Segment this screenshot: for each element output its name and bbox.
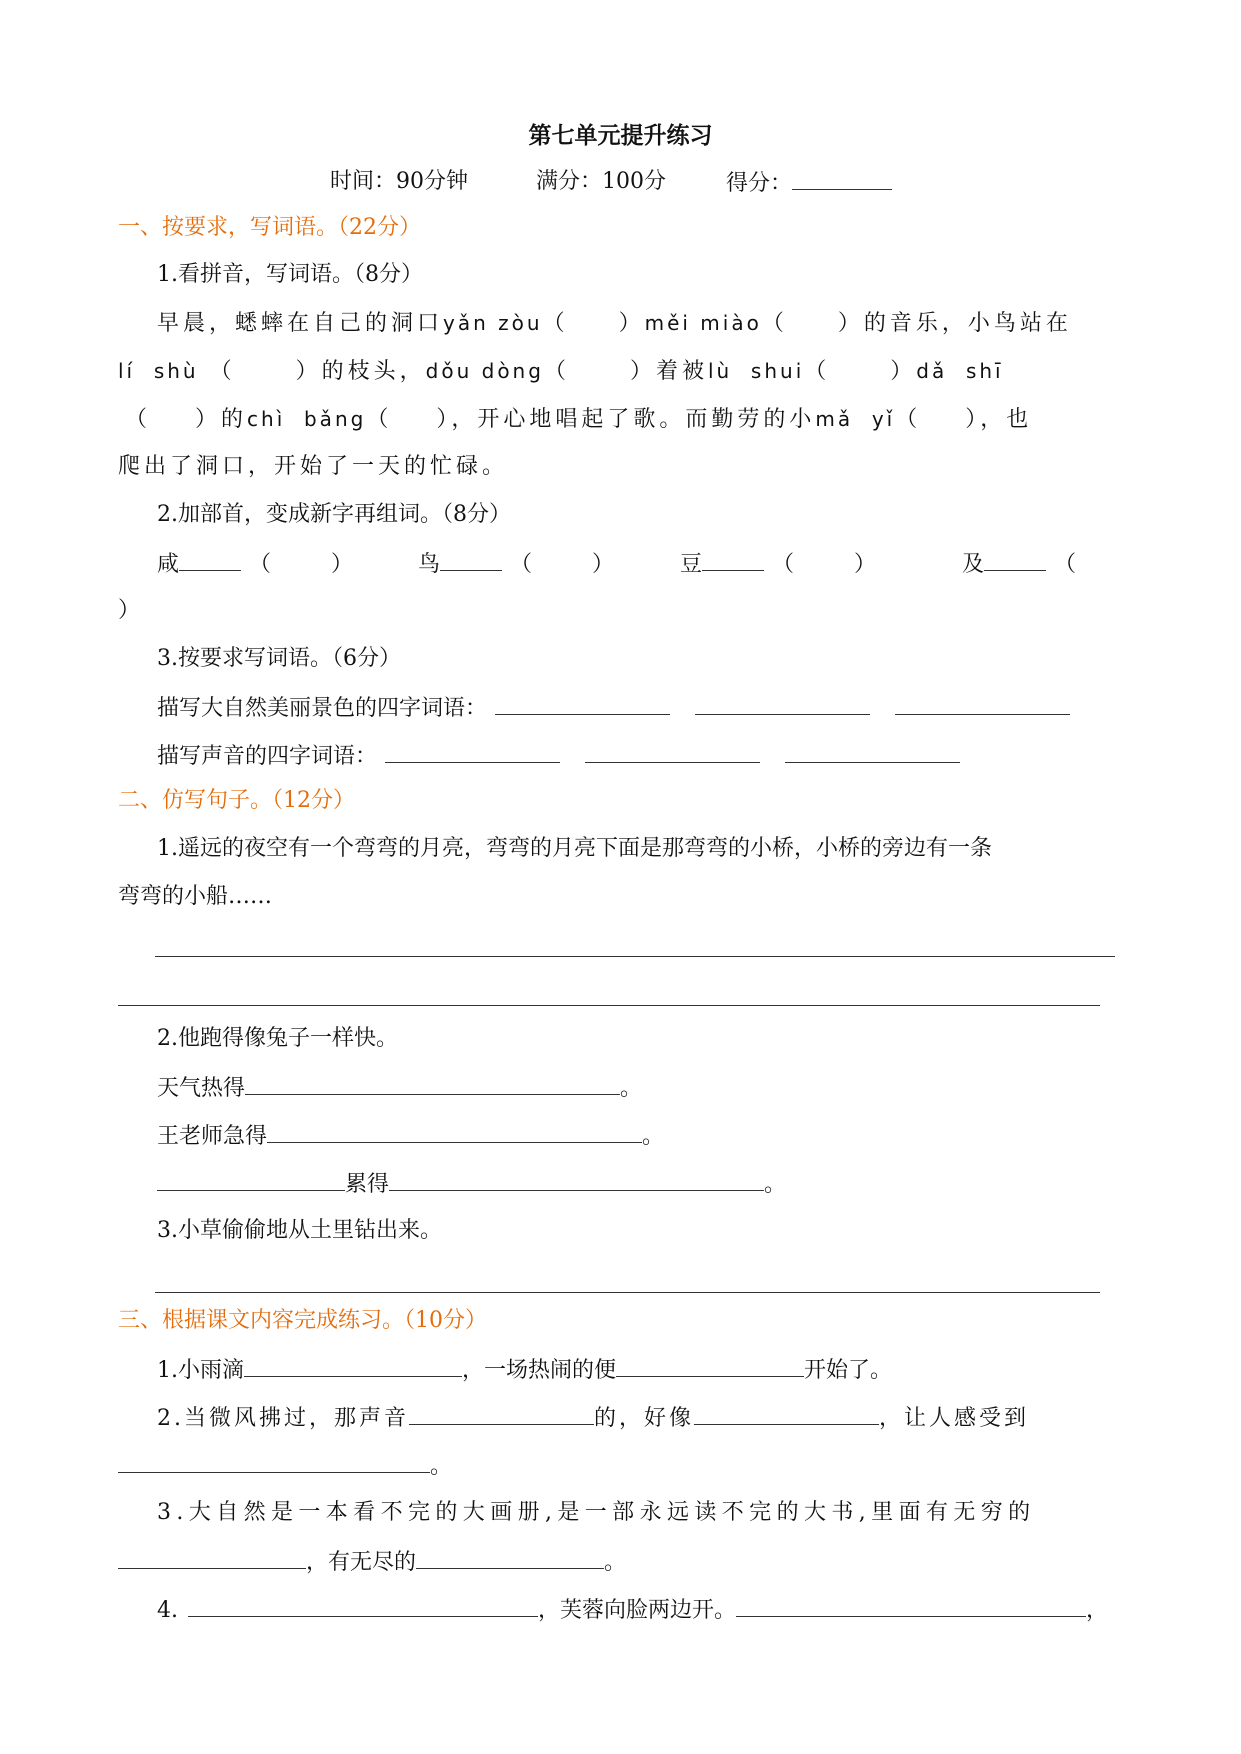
paren-open: （ [125, 407, 152, 432]
q1-line-1 [157, 308, 1072, 339]
paren-open: （ [761, 311, 788, 336]
q2-item-3 [680, 548, 876, 580]
text: ，开心地唱起了歌。而勤劳的小 [451, 407, 816, 432]
paren-close: ） [890, 359, 917, 384]
radical-blank[interactable] [702, 548, 764, 571]
score-label [726, 167, 892, 199]
prompt: 2.当微风拂过，那声音 [157, 1406, 409, 1431]
s3-q3-line-2 [118, 1546, 626, 1578]
pinyin: lù shui [707, 359, 805, 383]
pinyin: chì bǎng [247, 407, 367, 431]
s3-q2 [157, 1402, 1029, 1434]
answer-blank[interactable] [385, 740, 560, 763]
paren-open: （ [804, 359, 831, 384]
q1-line-3 [125, 404, 1032, 435]
period: 。 [620, 1076, 643, 1101]
radical-char: 鸟 [418, 552, 441, 577]
time-label: 时间：90分钟 [330, 169, 468, 194]
page-title: 第七单元提升练习 [528, 122, 713, 149]
section-2-heading: 二、仿写句子。（12分） [118, 788, 355, 813]
q3-line-2 [157, 740, 960, 772]
answer-blank[interactable] [118, 1450, 430, 1473]
text: 着被 [655, 359, 708, 384]
pinyin: dǎ shī [916, 359, 1004, 383]
answer-blank[interactable] [409, 1402, 594, 1425]
answer-blank[interactable] [695, 692, 870, 715]
answer-blank[interactable] [244, 1354, 462, 1377]
answer-blank[interactable] [585, 740, 760, 763]
score-label-text: 得分： [726, 171, 793, 196]
answer-line[interactable] [118, 1005, 1100, 1006]
radical-blank[interactable] [179, 548, 241, 571]
answer-blank[interactable] [416, 1546, 604, 1569]
paren-close: ） [837, 311, 864, 336]
text: ，让人感受到 [879, 1406, 1030, 1431]
answer-blank[interactable] [188, 1594, 538, 1617]
pinyin: dǒu dòng [425, 359, 544, 383]
q3-title: 3.按要求写词语。（6分） [157, 646, 401, 671]
paren-open: （ [366, 407, 393, 432]
paren-close: ） [629, 359, 656, 384]
answer-blank[interactable] [495, 692, 670, 715]
prompt: 4. [157, 1598, 178, 1623]
s3-q4 [157, 1594, 1108, 1626]
answer-blank[interactable] [785, 740, 960, 763]
answer-blank[interactable] [118, 1546, 306, 1569]
q3-line-1 [157, 692, 1070, 724]
paren-open: （ [543, 359, 570, 384]
text: 的音乐，小鸟站在 [863, 311, 1072, 336]
pinyin: měi miào [644, 311, 762, 335]
prompt: 王老师急得 [157, 1124, 268, 1149]
pinyin: yǎn zòu [443, 311, 543, 335]
answer-blank[interactable] [616, 1354, 804, 1377]
answer-blank[interactable] [267, 1120, 642, 1143]
paren-open: （ [772, 552, 795, 577]
paren-open: （ [209, 359, 236, 384]
q2-item-4-close: ） [118, 598, 141, 623]
s3-q3-line-1: 3.大自然是一本看不完的大画册,是一部永远读不完的大书,里面有无穷的 [157, 1500, 1036, 1525]
text: ，芙蓉向脸两边开。 [538, 1598, 737, 1623]
text: ， [1086, 1598, 1109, 1623]
answer-blank[interactable] [245, 1072, 620, 1095]
answer-blank[interactable] [389, 1168, 764, 1191]
radical-char: 豆 [680, 552, 703, 577]
score-blank[interactable] [792, 167, 892, 190]
paren-close: ） [295, 359, 322, 384]
paren-close: ） [436, 407, 452, 432]
paren-close: ） [195, 407, 222, 432]
paren-close: ） [965, 407, 981, 432]
answer-line[interactable] [155, 1292, 1100, 1293]
text: 的，好像 [594, 1406, 695, 1431]
s2-q2-b [157, 1120, 664, 1152]
s3-q2-cont [118, 1450, 452, 1482]
period: 。 [430, 1454, 453, 1479]
paren-open: （ [895, 407, 922, 432]
period: 。 [764, 1172, 787, 1197]
radical-blank[interactable] [984, 548, 1046, 571]
q1-line-2 [118, 356, 1004, 387]
answer-line[interactable] [155, 956, 1115, 957]
q1-line-4: 爬出了洞口，开始了一天的忙碌。 [118, 454, 509, 479]
q1-title: 1.看拼音，写词语。（8分） [157, 262, 423, 287]
text: ，有无尽的 [306, 1550, 417, 1575]
paren-open: （ [510, 552, 533, 577]
paren-open: （ [1054, 552, 1077, 577]
s2-q2-a [157, 1072, 642, 1104]
radical-blank[interactable] [440, 548, 502, 571]
prompt: 累得 [345, 1172, 390, 1197]
text: 的枝头， [321, 359, 426, 384]
q2-item-2 [418, 548, 614, 580]
paren-close: ） [618, 311, 645, 336]
paren-close: ） [854, 552, 877, 577]
paren-open: （ [249, 552, 272, 577]
paren-open: （ [542, 311, 569, 336]
q2-item-4 [962, 548, 1076, 580]
answer-blank[interactable] [157, 1168, 345, 1191]
paren-close: ） [592, 552, 615, 577]
pinyin: mǎ yǐ [815, 407, 896, 431]
text: 开始了。 [804, 1358, 893, 1383]
paren-close: ） [331, 552, 354, 577]
q2-item-1 [157, 548, 353, 580]
answer-blank[interactable] [694, 1402, 879, 1425]
s2-q3-title: 3.小草偷偷地从土里钻出来。 [157, 1218, 442, 1243]
radical-char: 及 [962, 552, 985, 577]
s2-q1-line-1: 1.遥远的夜空有一个弯弯的月亮，弯弯的月亮下面是那弯弯的小桥，小桥的旁边有一条 [157, 836, 992, 861]
text: 早晨，蟋蟀在自己的洞口 [157, 311, 444, 336]
text: 的 [221, 407, 248, 432]
answer-blank[interactable] [736, 1594, 1086, 1617]
text: ，也 [980, 407, 1033, 432]
prompt: 描写声音的四字词语： [157, 744, 378, 769]
pinyin: lí shù [118, 359, 199, 383]
answer-blank[interactable] [895, 692, 1070, 715]
full-score-label: 满分：100分 [536, 169, 666, 194]
prompt: 1.小雨滴 [157, 1358, 244, 1383]
section-3-heading: 三、根据课文内容完成练习。（10分） [118, 1308, 487, 1333]
period: 。 [642, 1124, 665, 1149]
prompt: 描写大自然美丽景色的四字词语： [157, 696, 488, 721]
s3-q1 [157, 1354, 892, 1386]
prompt: 天气热得 [157, 1076, 246, 1101]
s2-q1-line-2: 弯弯的小船…… [118, 884, 273, 909]
s2-q2-title: 2.他跑得像兔子一样快。 [157, 1026, 398, 1051]
text: ，一场热闹的便 [462, 1358, 617, 1383]
q2-title: 2.加部首，变成新字再组词。（8分） [157, 502, 511, 527]
period: 。 [604, 1550, 627, 1575]
s2-q2-c [157, 1168, 786, 1200]
radical-char: 咸 [157, 552, 180, 577]
section-1-heading: 一、按要求，写词语。（22分） [118, 215, 421, 240]
